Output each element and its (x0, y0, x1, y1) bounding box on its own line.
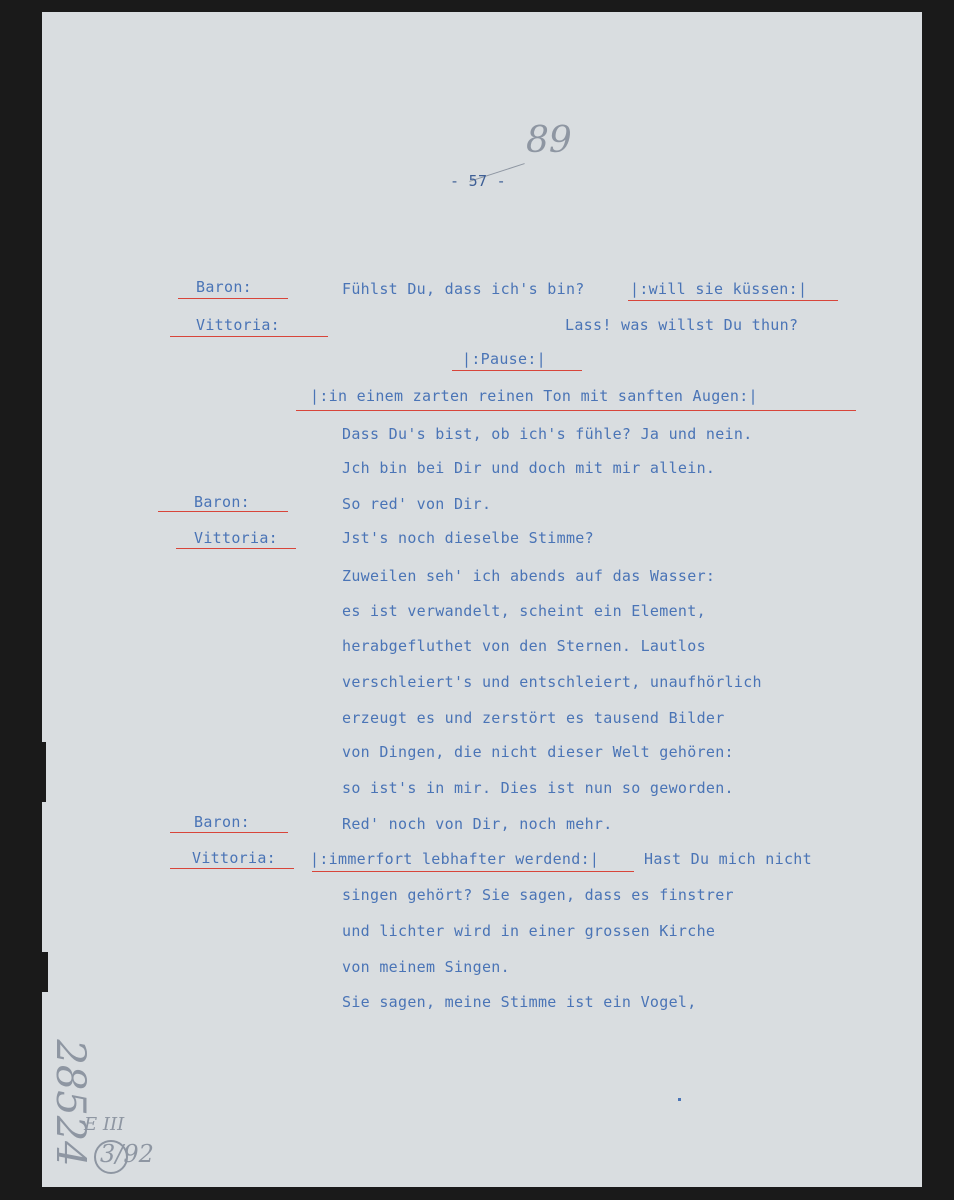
dialogue-line: von Dingen, die nicht dieser Welt gehören: (342, 743, 734, 761)
dialogue-line: Lass! was willst Du thun? (565, 316, 799, 334)
speaker-baron: Baron: (194, 493, 250, 511)
speaker-underline (178, 298, 288, 299)
stage-direction: |:will sie küssen:| (630, 280, 808, 298)
speaker-vittoria: Vittoria: (196, 316, 280, 334)
dialogue-line: Hast Du mich nicht (644, 850, 812, 868)
page-edge-tear (36, 742, 46, 802)
speaker-vittoria: Vittoria: (194, 529, 278, 547)
shelfmark-bottom: 3/92 (100, 1140, 154, 1168)
dialogue-line: Zuweilen seh' ich abends auf das Wasser: (342, 567, 716, 585)
dialogue-line: Sie sagen, meine Stimme ist ein Vogel, (342, 993, 697, 1011)
dialogue-line: und lichter wird in einer grossen Kirche (342, 922, 716, 940)
page-number: - 57 - (450, 172, 506, 190)
direction-underline (312, 871, 634, 872)
speaker-vittoria: Vittoria: (192, 849, 276, 867)
dialogue-line: Dass Du's bist, ob ich's fühle? Ja und nein. (342, 425, 753, 443)
stage-direction: |:immerfort lebhafter werdend:| (310, 850, 600, 868)
archive-number: 28524 (47, 1039, 93, 1167)
stage-direction: |:Pause:| (462, 350, 546, 368)
handwritten-folio: 89 (526, 120, 572, 161)
speaker-baron: Baron: (194, 813, 250, 831)
speaker-underline (176, 548, 296, 549)
speaker-baron: Baron: (196, 278, 252, 296)
page-edge-tear (36, 952, 48, 992)
dialogue-line: von meinem Singen. (342, 958, 510, 976)
speaker-underline (170, 868, 294, 869)
stage-direction: |:in einem zarten reinen Ton mit sanften Augen:| (310, 387, 758, 405)
dialogue-line: singen gehört? Sie sagen, dass es finstrer (342, 886, 734, 904)
dialogue-line: Jst's noch dieselbe Stimme? (342, 529, 594, 547)
speaker-underline (170, 832, 288, 833)
dialogue-line: Jch bin bei Dir und doch mit mir allein. (342, 459, 716, 477)
direction-underline (296, 410, 856, 411)
dialogue-line: es ist verwandelt, scheint ein Element, (342, 602, 706, 620)
dialogue-line: Fühlst Du, dass ich's bin? (342, 280, 585, 298)
dialogue-line: erzeugt es und zerstört es tausend Bilder (342, 709, 725, 727)
dialogue-line: Red' noch von Dir, noch mehr. (342, 815, 613, 833)
dialogue-line: so ist's in mir. Dies ist nun so geworden. (342, 779, 734, 797)
dialogue-line: So red' von Dir. (342, 495, 492, 513)
shelfmark-top: E III (84, 1114, 125, 1135)
speaker-underline (170, 336, 328, 337)
direction-underline (452, 370, 582, 371)
dialogue-line: verschleiert's und entschleiert, unaufhörlich (342, 673, 762, 691)
speaker-underline (158, 511, 288, 512)
ink-dot (678, 1098, 681, 1101)
direction-underline (628, 300, 838, 301)
dialogue-line: herabgefluthet von den Sternen. Lautlos (342, 637, 706, 655)
